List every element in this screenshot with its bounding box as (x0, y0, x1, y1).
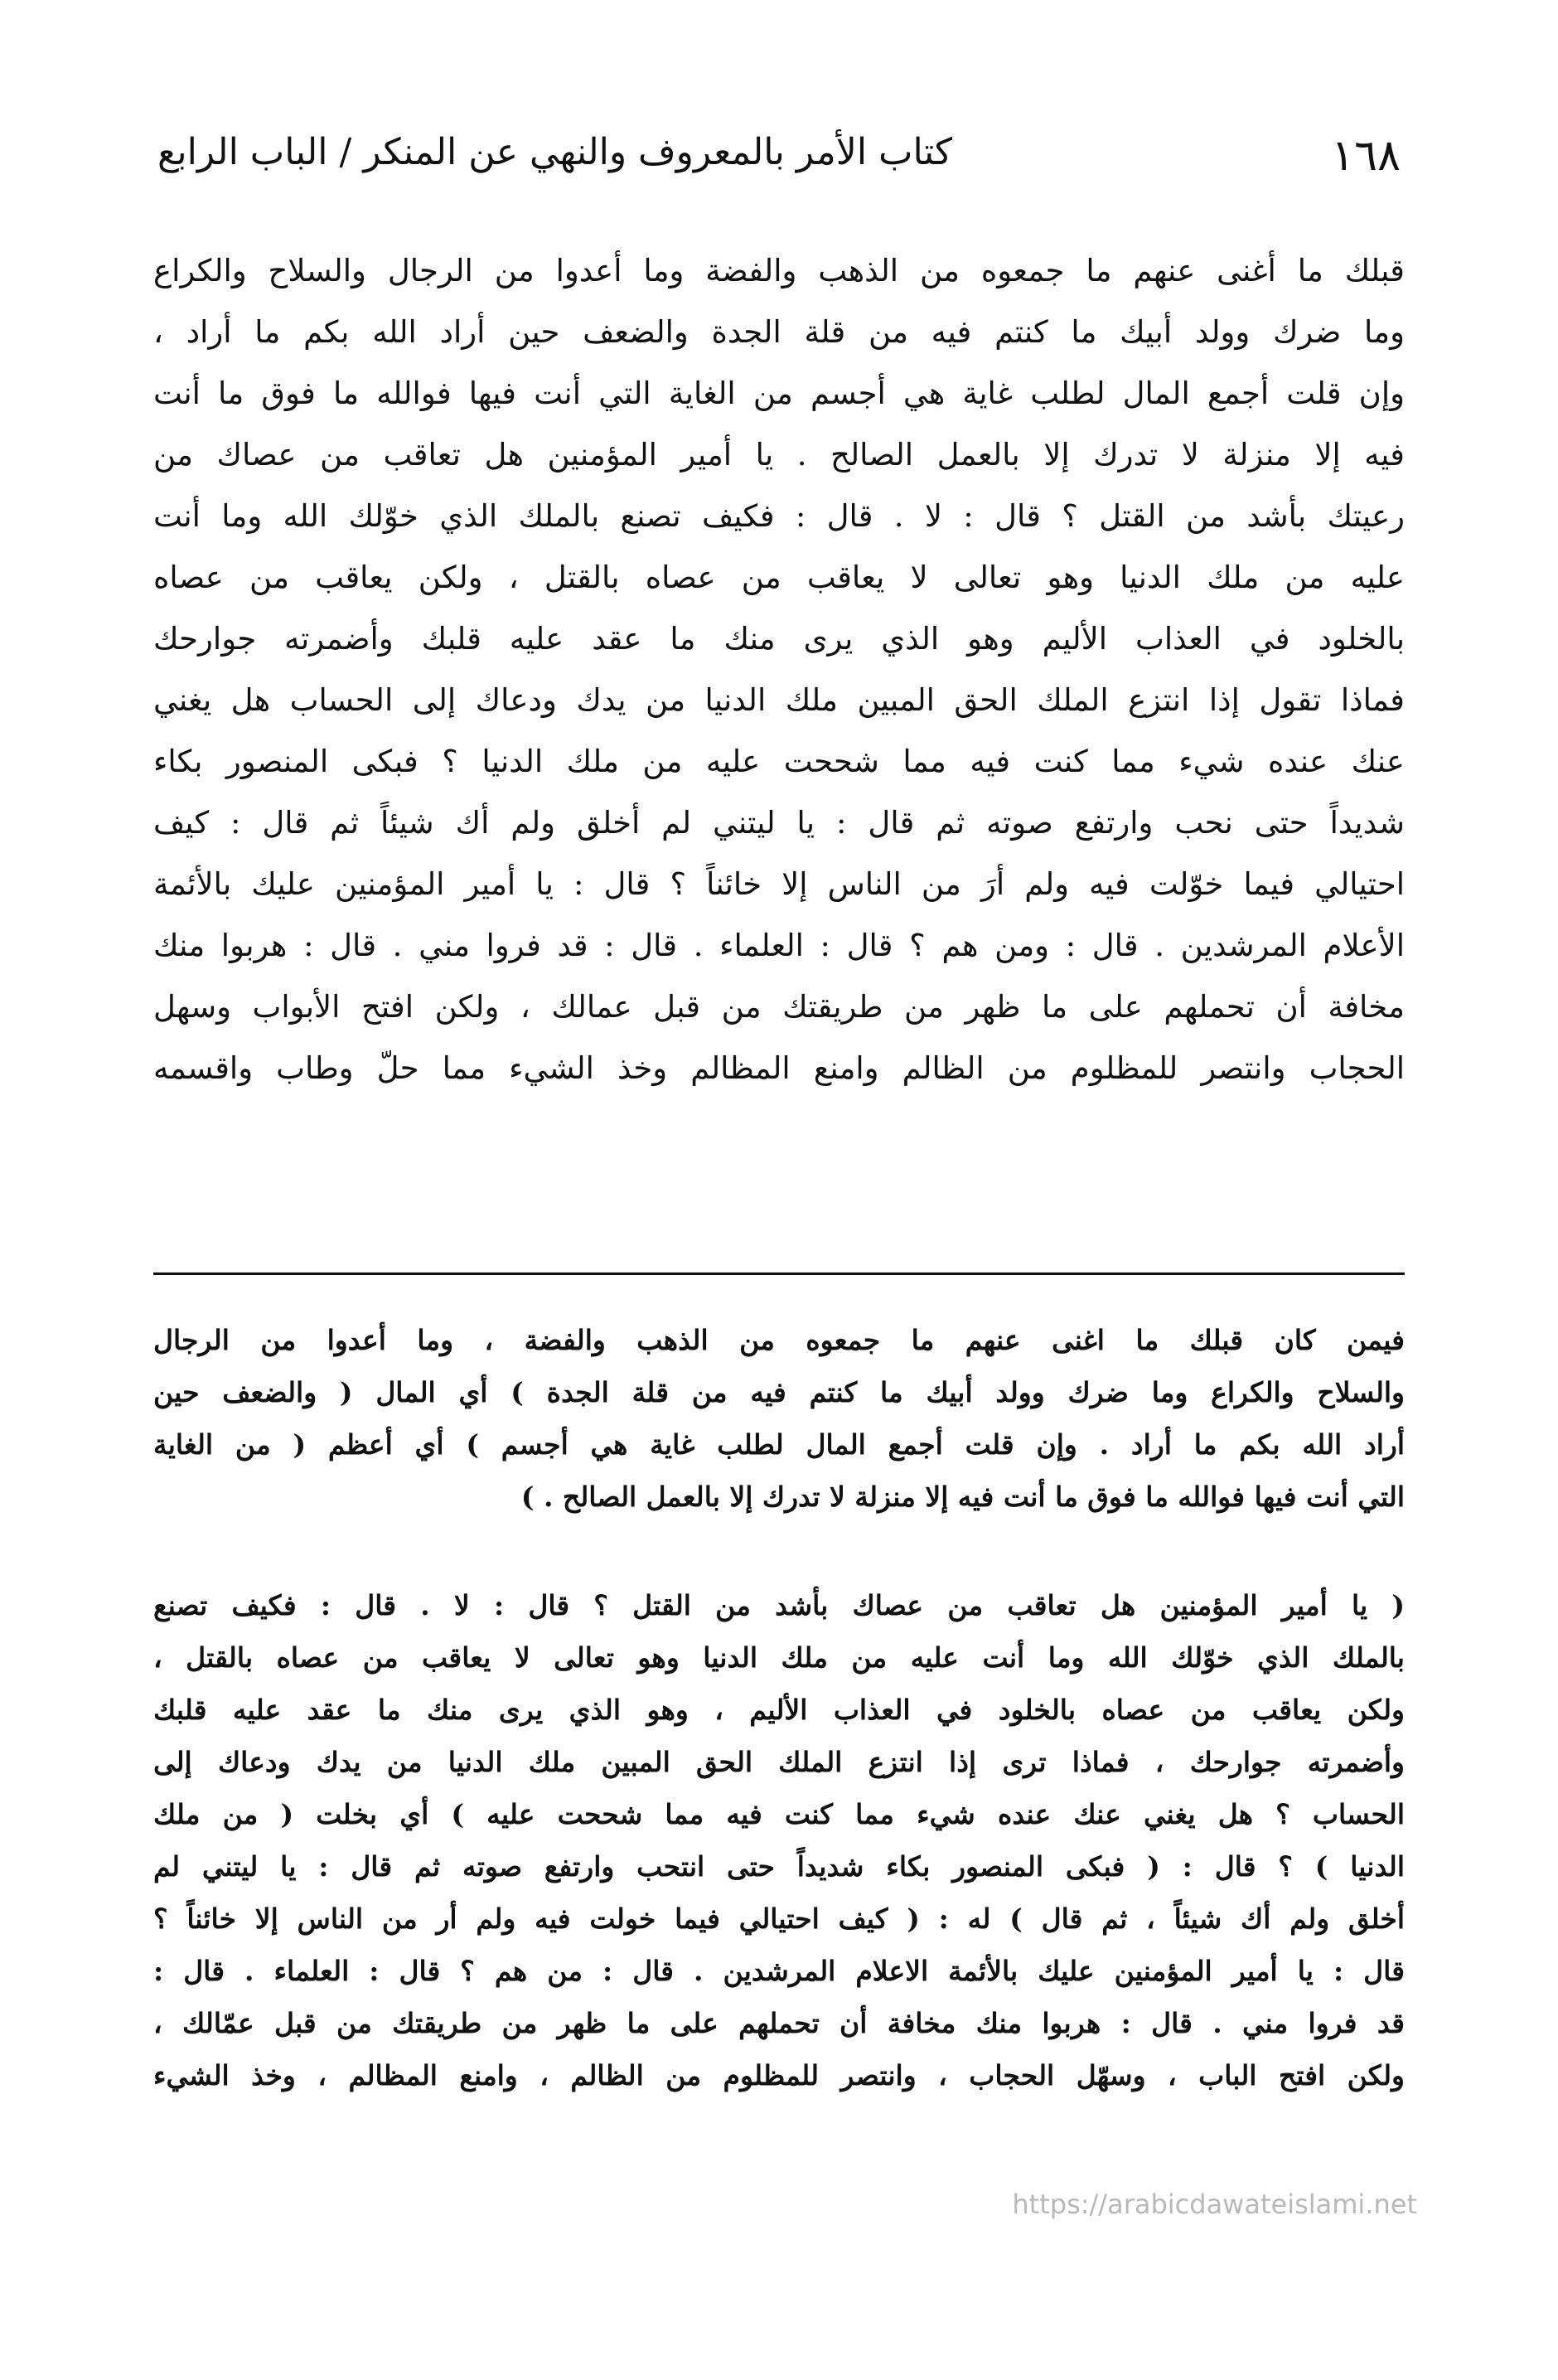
commentary-paragraph-1 (153, 1314, 1405, 1523)
commentary-line: وأضمرته جوارحك ، فماذا ترى إذا انتزع الملك الحق المبين ملك الدنيا من يدك ودعاك إلى (153, 1746, 1405, 1778)
page-header (157, 124, 1401, 191)
commentary-line: أراد الله بكم ما أراد . وإن قلت أجمع المال لطلب غاية هي أجسم ) أي أعظم ( من الغاية (153, 1428, 1405, 1461)
running-title: كتاب الأمر بالمعروف والنهي عن المنكر / الباب الرابع (157, 131, 953, 173)
commentary-paragraph-2 (153, 1579, 1405, 2101)
commentary-line: ( يا أمير المؤمنين هل تعاقب من عصاك بأشد من القتل ؟ قال : لا . قال : فكيف تصنع (153, 1589, 1405, 1621)
text-line: عنك عنده شيء مما كنت فيه مما شححت عليه من ملك الدنيا ؟ فبكى المنصور بكاء (153, 744, 1405, 779)
commentary-line: أخلق ولم أك شيئاً ، ثم قال ) له : ( كيف احتيالي فيما خولت فيه ولم أر من الناس إلا خائناً ؟ (153, 1903, 1405, 1935)
text-line: فماذا تقول إذا انتزع الملك الحق المبين ملك الدنيا من يدك ودعاك إلى الحساب هل يغني (153, 682, 1405, 718)
commentary-line: والسلاح والكراع وما ضرك وولد أبيك ما كنتم فيه من قلة الجدة ) أي المال ( والضعف حين (153, 1376, 1405, 1408)
text-line: احتيالي فيما خوّلت فيه ولم أرَ من الناس إلا خائناً ؟ قال : يا أمير المؤمنين عليك بالأئمة (153, 866, 1405, 902)
text-line: شديداً حتى نحب وارتفع صوته ثم قال : يا ليتني لم أخلق ولم أك شيئاً ثم قال : كيف (153, 805, 1405, 841)
text-line: عليه من ملك الدنيا وهو تعالى لا يعاقب من عصاه بالقتل ، ولكن يعاقب من عصاه (153, 560, 1405, 595)
text-line: مخافة أن تحملهم على ما ظهر من طريقتك من قبل عمالك ، ولكن افتح الأبواب وسهل (153, 989, 1405, 1025)
text-line: الأعلام المرشدين . قال : ومن هم ؟ قال : العلماء . قال : قد فروا مني . قال : هربوا منك (153, 928, 1405, 963)
commentary-line: الحساب ؟ هل يغني عنك عنده شيء مما كنت فيه مما شححت عليه ) أي بخلت ( من ملك (153, 1798, 1405, 1830)
text-line: وما ضرك وولد أبيك ما كنتم فيه من قلة الجدة والضعف حين أراد الله بكم ما أراد ، (153, 314, 1405, 350)
commentary-line: التي أنت فيها فوالله ما فوق ما أنت فيه إلا منزلة لا تدرك إلا بالعمل الصالح . ) (520, 1481, 1405, 1513)
commentary-line: فيمن كان قبلك ما اغنى عنهم ما جمعوه من الذهب والفضة ، وما أعدوا من الرجال (153, 1324, 1405, 1356)
page-number: ١٦٨ (1331, 131, 1401, 181)
text-line: بالخلود في العذاب الأليم وهو الذي يرى منك ما عقد عليه قلبك وأضمرته جوارحك (153, 621, 1405, 657)
commentary-line: ولكن افتح الباب ، وسهّل الحجاب ، وانتصر للمظلوم من الظالم ، وامنع المظالم ، وخذ الشيء (153, 2059, 1405, 2092)
text-line: وإن قلت أجمع المال لطلب غاية هي أجسم من الغاية التي أنت فيها فوالله ما فوق ما أنت (153, 376, 1405, 411)
text-line: فيه إلا منزلة لا تدرك إلا بالعمل الصالح . يا أمير المؤمنين هل تعاقب من عصاك من (153, 437, 1405, 473)
commentary-line: ولكن يعاقب من عصاه بالخلود في العذاب الأليم ، وهو الذي يرى منك ما عقد عليه قلبك (153, 1694, 1405, 1726)
commentary-line: بالملك الذي خوّلك الله وما أنت عليه من ملك الدنيا وهو تعالى لا يعاقب من عصاه بالقتل ، (153, 1641, 1405, 1674)
separator-rule (153, 1272, 1405, 1275)
main-text (153, 240, 1405, 1099)
text-line: قبلك ما أغنى عنهم ما جمعوه من الذهب والفضة وما أعدوا من الرجال والسلاح والكراع (153, 253, 1405, 288)
text-line: رعيتك بأشد من القتل ؟ قال : لا . قال : فكيف تصنع بالملك الذي خوّلك الله وما أنت (153, 498, 1405, 534)
commentary-line: قال : يا أمير المؤمنين عليك بالأئمة الاعلام المرشدين . قال : من هم ؟ قال : العلماء . قال : (153, 1955, 1405, 1987)
commentary-line: الدنيا ) ؟ قال : ( فبكى المنصور بكاء شديداً حتى انتحب وارتفع صوته ثم قال : يا ليتني لم (153, 1850, 1405, 1883)
commentary-line: قد فروا مني . قال : هربوا منك مخافة أن تحملهم على ما ظهر من طريقتك من قبل عمّالك ، (153, 2007, 1405, 2039)
watermark-url: https://arabicdawateislami.net (1012, 2189, 1417, 2220)
text-line: الحجاب وانتصر للمظلوم من الظالم وامنع المظالم وخذ الشيء مما حلّ وطاب واقسمه (153, 1050, 1405, 1086)
